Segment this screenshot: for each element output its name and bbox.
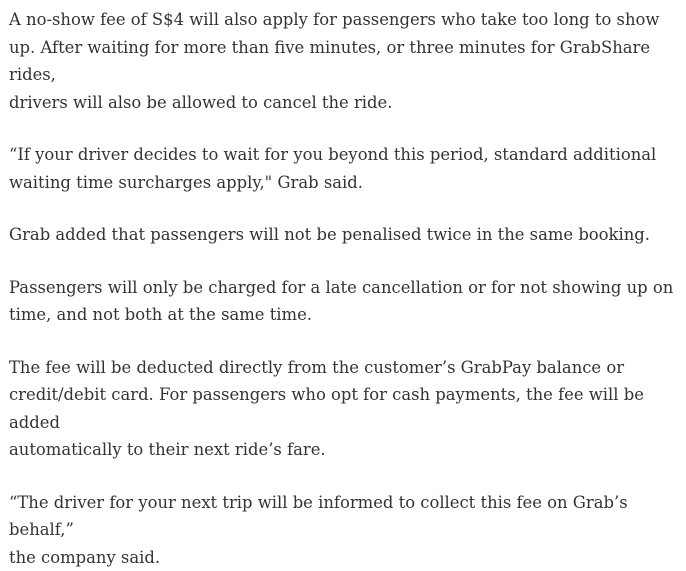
paragraph-no-show-fee: A no-show fee of S$4 will also apply for passengers who take too long to show up. After waiting for more than five minutes, or three minutes for GrabShare rides, drivers will also be allowed to cancel the ride. [9,6,686,116]
paragraph-fee-deduction: The fee will be deducted directly from the customer’s GrabPay balance or credit/debit card. For passengers who opt for cash payments, the fee will be added automatically to their next ride’s fare. [9,354,686,464]
paragraph-no-double-penalty: Grab added that passengers will not be penalised twice in the same booking. [9,221,686,249]
paragraph-single-charge: Passengers will only be charged for a late cancellation or for not showing up on time, and not both at the same time. [9,274,686,329]
paragraph-waiting-surcharge-quote: “If your driver decides to wait for you beyond this period, standard additional waiting time surcharges apply," Grab said. [9,141,686,196]
paragraph-driver-collect-quote: “The driver for your next trip will be informed to collect this fee on Grab’s behalf,” the company said. [9,489,686,571]
